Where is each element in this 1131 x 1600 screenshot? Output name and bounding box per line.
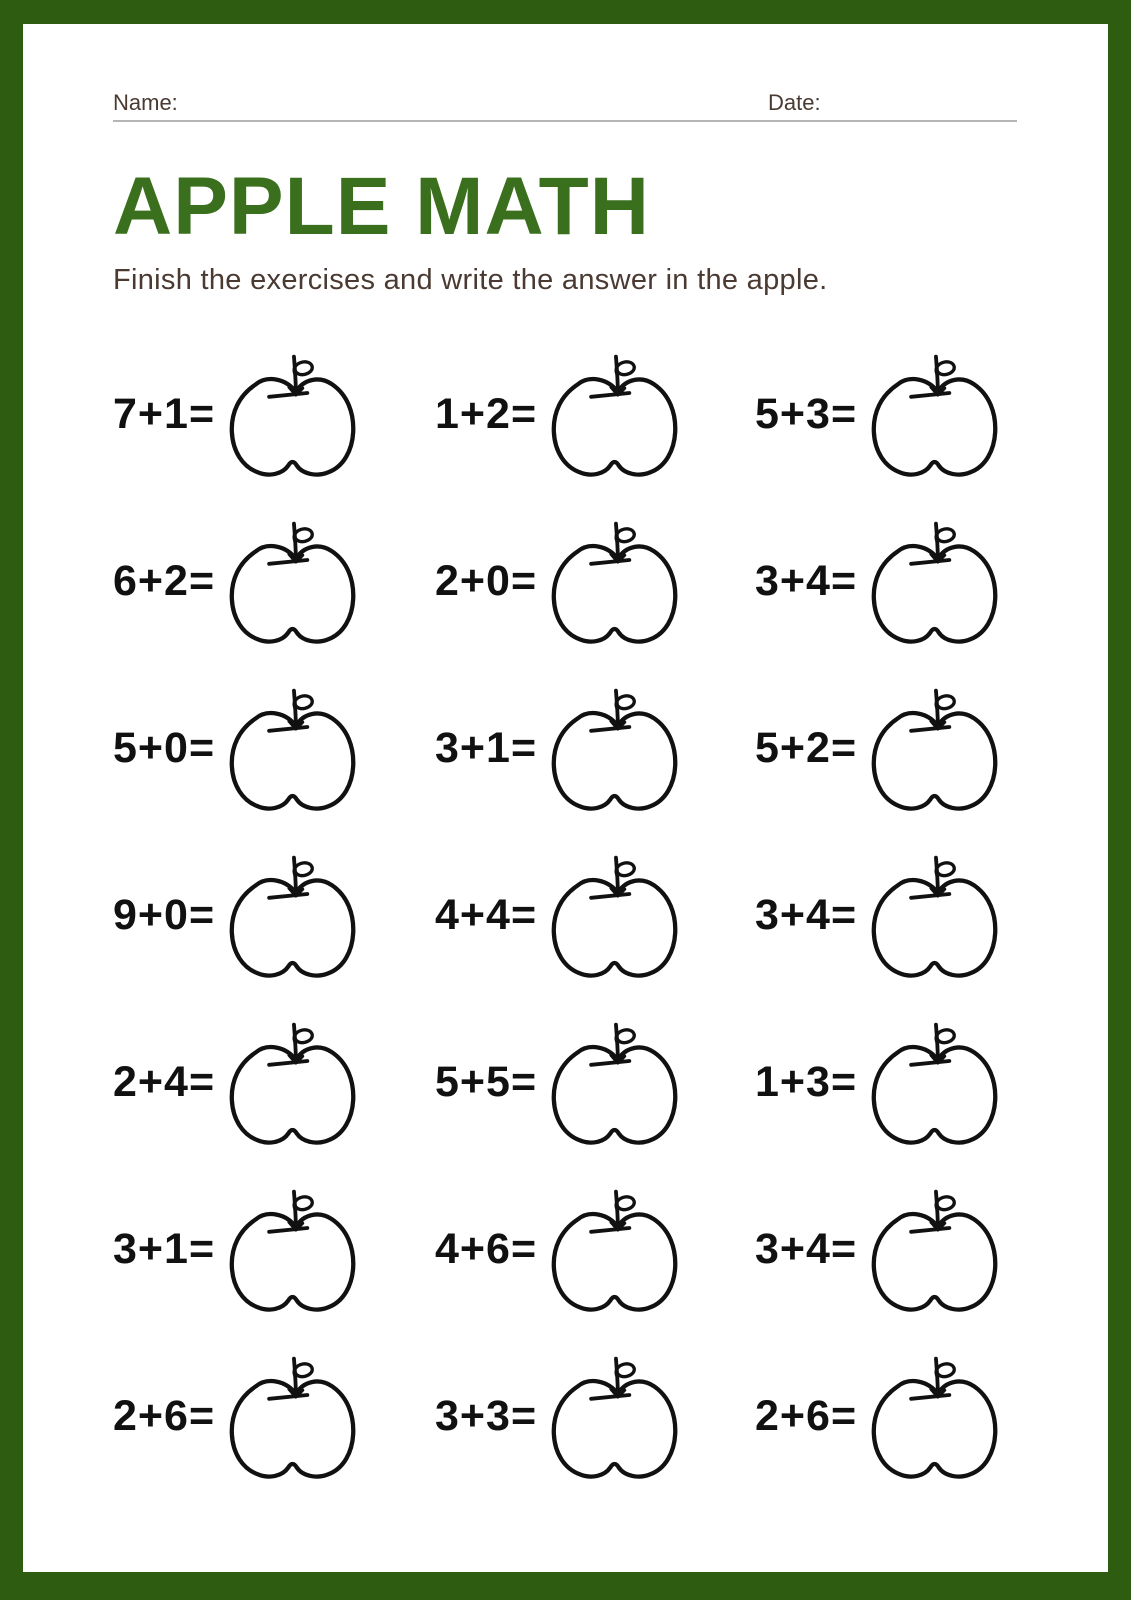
problem-text: 6+2= — [113, 556, 216, 605]
apple-stem-dash — [911, 1228, 949, 1232]
problem-cell — [113, 1352, 435, 1480]
problem-text: 4+4= — [435, 890, 538, 939]
problem-cell — [755, 1352, 1017, 1480]
apple-leaf-curl — [936, 863, 954, 876]
apple-icon — [869, 517, 1001, 645]
problem-cell — [755, 684, 1017, 812]
problem-text: 1+2= — [435, 389, 538, 438]
apple-icon — [227, 1185, 359, 1313]
apple-leaf-curl — [294, 696, 312, 709]
apple-stem-dash — [911, 560, 949, 564]
apple-stem-dash — [911, 894, 949, 898]
problem-cell — [435, 1018, 755, 1146]
apple-icon — [869, 684, 1001, 812]
worksheet-instructions: Finish the exercises and write the answer in the apple. — [113, 263, 828, 296]
apple-leaf-curl — [294, 362, 312, 375]
apple-icon — [549, 517, 681, 645]
problems-grid — [113, 331, 1017, 1500]
problem-cell — [755, 851, 1017, 979]
problem-cell — [435, 1352, 755, 1480]
problem-cell — [435, 350, 755, 478]
apple-icon — [227, 1018, 359, 1146]
apple-leaf-curl — [936, 529, 954, 542]
problem-text: 1+3= — [755, 1057, 858, 1106]
problem-cell — [435, 684, 755, 812]
apple-stem-dash — [269, 1228, 307, 1232]
apple-icon — [227, 1352, 359, 1480]
problem-text: 3+1= — [113, 1224, 216, 1273]
apple-icon — [227, 684, 359, 812]
problem-cell — [435, 851, 755, 979]
problem-text: 4+6= — [435, 1224, 538, 1273]
apple-stem-dash — [591, 894, 629, 898]
problem-cell — [755, 517, 1017, 645]
apple-stem-dash — [269, 393, 307, 397]
apple-stem-dash — [591, 727, 629, 731]
problem-cell — [435, 1185, 755, 1313]
apple-leaf-curl — [294, 529, 312, 542]
apple-stem-dash — [911, 727, 949, 731]
apple-leaf-curl — [616, 863, 634, 876]
problem-cell — [755, 1185, 1017, 1313]
apple-icon — [869, 1185, 1001, 1313]
apple-stem-dash — [591, 1061, 629, 1065]
problem-text: 7+1= — [113, 389, 216, 438]
apple-stem-dash — [269, 727, 307, 731]
apple-stem-dash — [269, 1061, 307, 1065]
apple-icon — [869, 1352, 1001, 1480]
problem-cell — [755, 350, 1017, 478]
problem-text: 3+4= — [755, 1224, 858, 1273]
apple-stem-dash — [269, 560, 307, 564]
apple-icon — [227, 851, 359, 979]
apple-leaf-curl — [936, 362, 954, 375]
apple-leaf-curl — [616, 529, 634, 542]
apple-stem-dash — [591, 1228, 629, 1232]
name-date-rule — [113, 90, 1017, 122]
problem-text: 2+6= — [755, 1391, 858, 1440]
apple-icon — [549, 1185, 681, 1313]
problem-text: 5+3= — [755, 389, 858, 438]
date-label: Date: — [768, 90, 821, 115]
worksheet-title: APPLE MATH — [113, 161, 650, 252]
problem-text: 3+4= — [755, 890, 858, 939]
apple-leaf-curl — [936, 1364, 954, 1377]
apple-stem-dash — [911, 393, 949, 397]
problem-text: 3+1= — [435, 723, 538, 772]
name-label: Name: — [113, 90, 178, 115]
problem-text: 3+4= — [755, 556, 858, 605]
problem-text: 2+6= — [113, 1391, 216, 1440]
apple-leaf-curl — [616, 1197, 634, 1210]
problem-cell — [113, 684, 435, 812]
problem-text: 5+5= — [435, 1057, 538, 1106]
apple-icon — [869, 851, 1001, 979]
apple-leaf-curl — [936, 696, 954, 709]
apple-icon — [549, 851, 681, 979]
apple-icon — [549, 684, 681, 812]
apple-leaf-curl — [616, 362, 634, 375]
problem-cell — [113, 350, 435, 478]
problem-text: 5+2= — [755, 723, 858, 772]
problem-text: 3+3= — [435, 1391, 538, 1440]
problem-text: 2+0= — [435, 556, 538, 605]
problem-cell — [113, 1018, 435, 1146]
apple-leaf-curl — [936, 1197, 954, 1210]
problem-text: 9+0= — [113, 890, 216, 939]
problem-cell — [113, 851, 435, 979]
problem-cell — [435, 517, 755, 645]
apple-icon — [549, 1018, 681, 1146]
apple-stem-dash — [591, 393, 629, 397]
apple-icon — [549, 350, 681, 478]
apple-stem-dash — [591, 560, 629, 564]
problem-cell — [755, 1018, 1017, 1146]
apple-leaf-curl — [294, 1364, 312, 1377]
apple-icon — [227, 350, 359, 478]
apple-icon — [869, 1018, 1001, 1146]
apple-icon — [227, 517, 359, 645]
apple-stem-dash — [911, 1061, 949, 1065]
apple-leaf-curl — [294, 1197, 312, 1210]
problem-text: 2+4= — [113, 1057, 216, 1106]
problem-text: 5+0= — [113, 723, 216, 772]
apple-icon — [549, 1352, 681, 1480]
apple-stem-dash — [591, 1395, 629, 1399]
apple-leaf-curl — [294, 863, 312, 876]
problem-cell — [113, 1185, 435, 1313]
apple-leaf-curl — [616, 696, 634, 709]
problem-cell — [113, 517, 435, 645]
apple-leaf-curl — [616, 1030, 634, 1043]
apple-stem-dash — [911, 1395, 949, 1399]
apple-leaf-curl — [294, 1030, 312, 1043]
apple-icon — [869, 350, 1001, 478]
apple-stem-dash — [269, 894, 307, 898]
apple-stem-dash — [269, 1395, 307, 1399]
apple-leaf-curl — [616, 1364, 634, 1377]
worksheet-page — [23, 24, 1108, 1572]
apple-leaf-curl — [936, 1030, 954, 1043]
